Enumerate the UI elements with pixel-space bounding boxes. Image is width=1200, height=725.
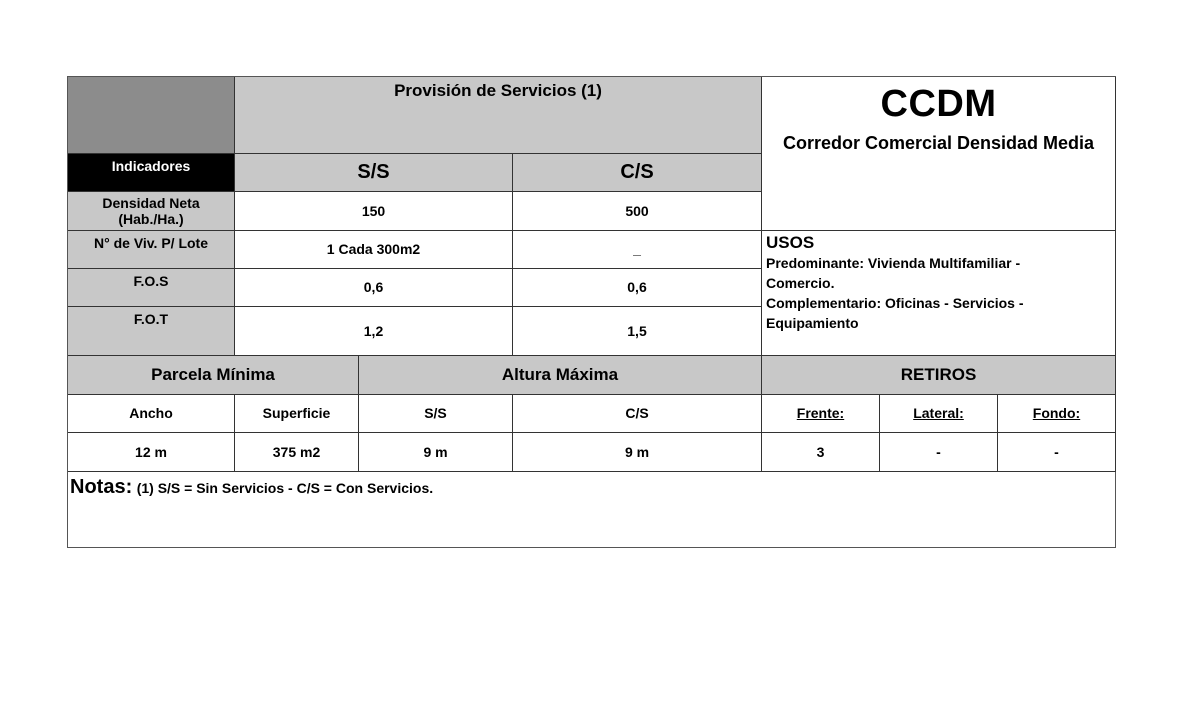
row-label-fos: F.O.S bbox=[68, 269, 235, 307]
altura-header: Altura Máxima bbox=[359, 356, 762, 395]
altura-cs-value: 9 m bbox=[513, 433, 762, 472]
altura-cs-label: C/S bbox=[513, 395, 762, 433]
altura-ss-value: 9 m bbox=[359, 433, 513, 472]
value-viviendas-ss: 1 Cada 300m2 bbox=[235, 231, 513, 269]
frente-label: Frente: bbox=[762, 395, 880, 433]
notes-label: Notas: bbox=[70, 476, 133, 498]
col-header-cs: C/S bbox=[513, 154, 762, 192]
notes-block bbox=[70, 476, 1110, 536]
usos-line: Predominante: Vivienda Multifamiliar - bbox=[766, 254, 1021, 271]
lateral-label: Lateral: bbox=[880, 395, 998, 433]
value-fot-ss: 1,2 bbox=[235, 307, 513, 356]
usos-line: Comercio. bbox=[766, 274, 835, 291]
value-densidad-cs: 500 bbox=[513, 192, 762, 231]
zone-title-block bbox=[762, 77, 1116, 231]
services-header: Provisión de Servicios (1) bbox=[235, 77, 762, 154]
zone-code: CCDM bbox=[880, 83, 997, 125]
superficie-value: 375 m2 bbox=[235, 433, 359, 472]
row-label-viviendas: N° de Viv. P/ Lote bbox=[68, 231, 235, 269]
superficie-label: Superficie bbox=[235, 395, 359, 433]
usos-block bbox=[762, 231, 1116, 356]
fondo-value: - bbox=[998, 433, 1116, 472]
retiros-header: RETIROS bbox=[762, 356, 1116, 395]
value-fos-cs: 0,6 bbox=[513, 269, 762, 307]
row-label-fot: F.O.T bbox=[68, 307, 235, 356]
value-fos-ss: 0,6 bbox=[235, 269, 513, 307]
lateral-value: - bbox=[880, 433, 998, 472]
value-viviendas-cs: _ bbox=[513, 231, 762, 269]
notes-text: (1) S/S = Sin Servicios - C/S = Con Servicios. bbox=[136, 480, 434, 496]
usos-line: Equipamiento bbox=[766, 314, 859, 331]
fondo-label: Fondo: bbox=[998, 395, 1116, 433]
value-fot-cs: 1,5 bbox=[513, 307, 762, 356]
corner-blank bbox=[68, 77, 235, 154]
ancho-label: Ancho bbox=[68, 395, 235, 433]
zoning-sheet bbox=[67, 76, 1116, 548]
parcela-header: Parcela Mínima bbox=[68, 356, 359, 395]
row-label-densidad bbox=[68, 192, 235, 231]
usos-line: Complementario: Oficinas - Servicios - bbox=[766, 294, 1024, 311]
zone-name: Corredor Comercial Densidad Media bbox=[782, 132, 1095, 153]
frente-value: 3 bbox=[762, 433, 880, 472]
col-header-ss: S/S bbox=[235, 154, 513, 192]
usos-title: USOS bbox=[766, 233, 815, 252]
row-label-line2: (Hab./Ha.) bbox=[118, 211, 184, 227]
ancho-value: 12 m bbox=[68, 433, 235, 472]
row-label-line1: Densidad Neta bbox=[102, 194, 200, 211]
indicators-label: Indicadores bbox=[68, 154, 235, 192]
value-densidad-ss: 150 bbox=[235, 192, 513, 231]
altura-ss-label: S/S bbox=[359, 395, 513, 433]
